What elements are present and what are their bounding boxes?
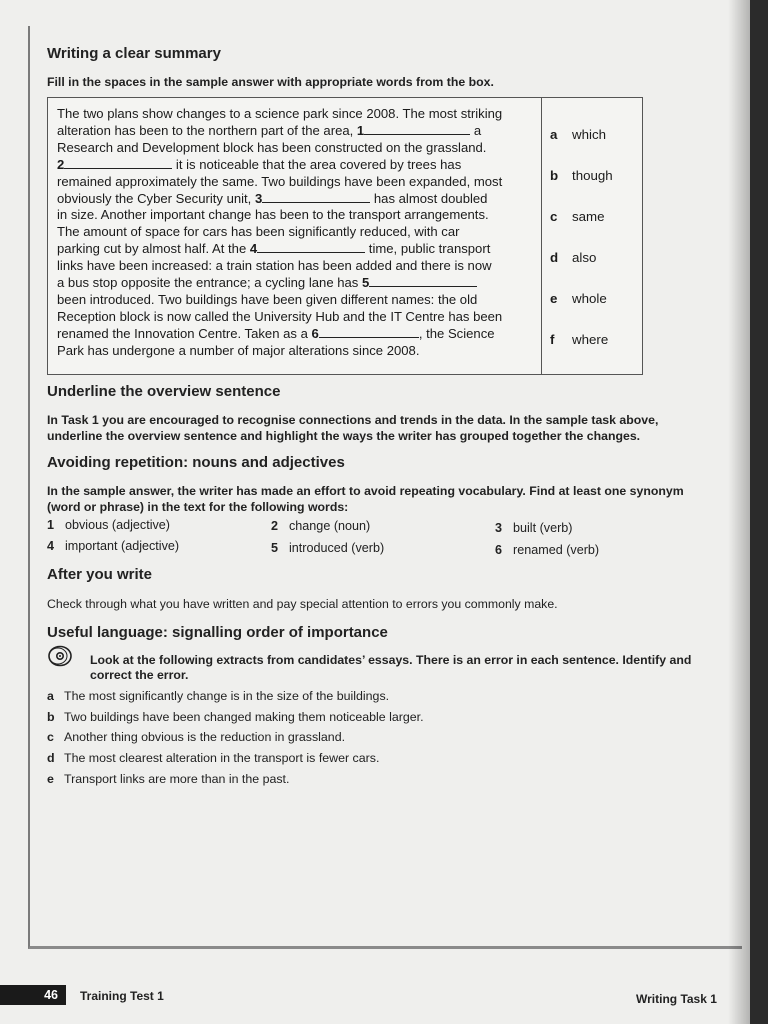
passage-line: parking cut by almost half. At the 4 time, public transport: [57, 241, 491, 257]
passage-line: links have been increased: a train station has been added and there is now: [57, 258, 492, 274]
passage-line: Research and Development block has been constructed on the grassland.: [57, 139, 487, 155]
overview-text-line1: In Task 1 you are encouraged to recognise connections and trends in the data. In the sample task above,: [47, 413, 659, 427]
error-sentence-e: e Transport links are more than in the past.: [47, 772, 290, 786]
answer-blank[interactable]: [364, 123, 470, 135]
word-option-b: b though: [550, 168, 613, 183]
passage-line: been introduced. Two buildings have been given different names: the old: [57, 291, 478, 307]
instruction-fill-spaces: Fill in the spaces in the sample answer with appropriate words from the box.: [47, 75, 494, 89]
synonym-word-6: 6 renamed (verb): [495, 543, 600, 557]
blank-number-5: 5: [362, 275, 370, 291]
heading-underline-overview: Underline the overview sentence: [47, 383, 281, 400]
sample-answer-passage: [57, 106, 537, 360]
synonym-word-2: 2 change (noun): [271, 519, 371, 533]
passage-line: alteration has been to the northern part of the area, 1 a: [57, 122, 482, 138]
blank-number-3: 3: [254, 190, 263, 206]
passage-line: renamed the Innovation Centre. Taken as a 6 , the Science: [57, 325, 495, 341]
blank-number-6: 6: [311, 325, 319, 341]
answer-blank[interactable]: [319, 326, 419, 338]
passage-line: obviously the Cyber Security unit, 3 has almost doubled: [57, 190, 488, 206]
repetition-text-line2: (word or phrase) in the text for the following words:: [47, 500, 349, 514]
heading-useful-language: Useful language: signalling order of importance: [47, 624, 388, 641]
error-sentence-a: a The most significantly change is in the size of the buildings.: [47, 689, 390, 703]
error-sentence-d: d The most clearest alteration in the transport is fewer cars.: [47, 751, 380, 765]
passage-line: The amount of space for cars has been significantly reduced, with car: [57, 224, 460, 240]
overview-text-line2: underline the overview sentence and highlight the ways the writer has grouped together the changes.: [47, 429, 641, 443]
answer-blank[interactable]: [64, 157, 172, 169]
word-box: [541, 98, 642, 374]
error-sentence-c: c Another thing obvious is the reduction in grassland.: [47, 730, 346, 744]
synonym-word-1: 1 obvious (adjective): [47, 518, 170, 532]
sample-answer-box: [47, 97, 643, 375]
audio-cd-icon: [46, 645, 72, 667]
passage-line: Park has undergone a number of major alterations since 2008.: [57, 342, 420, 358]
passage-line: remained approximately the same. Two buildings have been expanded, most: [57, 173, 503, 189]
word-option-a: a which: [550, 127, 606, 142]
heading-after-you-write: After you write: [47, 566, 153, 583]
heading-writing-clear-summary: Writing a clear summary: [47, 45, 221, 62]
repetition-text-line1: In the sample answer, the writer has made an effort to avoid repeating vocabulary. Find at least one synonym: [47, 484, 684, 498]
answer-blank[interactable]: [369, 275, 477, 287]
instruction-identify-error-line1: Look at the following extracts from candidates’ essays. There is an error in each sentence. Identify and: [90, 653, 692, 667]
blank-number-1: 1: [356, 122, 365, 138]
footer-writing-task: Writing Task 1: [636, 992, 717, 1006]
synonym-word-5: 5 introduced (verb): [271, 541, 385, 555]
after-you-write-text: Check through what you have written and pay special attention to errors you commonly make.: [47, 597, 558, 611]
synonym-word-4: 4 important (adjective): [47, 539, 180, 553]
blank-number-2: 2: [57, 156, 65, 172]
synonym-word-3: 3 built (verb): [495, 521, 573, 535]
word-option-f: f where: [550, 332, 609, 347]
blank-number-4: 4: [249, 241, 258, 257]
instruction-identify-error-line2: correct the error.: [90, 668, 189, 682]
error-sentence-b: b Two buildings have been changed making them noticeable larger.: [47, 710, 424, 724]
word-option-e: e whole: [550, 291, 607, 306]
page-number: 46: [0, 985, 66, 1005]
passage-line: a bus stop opposite the entrance; a cycling lane has 5: [57, 275, 537, 292]
passage-line: Reception block is now called the University Hub and the IT Centre has been: [57, 308, 503, 324]
passage-line: 2 it is noticeable that the area covered by trees has: [57, 156, 462, 172]
answer-blank[interactable]: [262, 191, 370, 203]
word-option-c: c same: [550, 209, 605, 224]
footer-training-test: Training Test 1: [80, 989, 164, 1003]
heading-avoiding-repetition: Avoiding repetition: nouns and adjectives: [47, 454, 345, 471]
passage-line: in size. Another important change has been to the transport arrangements.: [57, 207, 489, 223]
answer-blank[interactable]: [257, 241, 365, 253]
passage-line: The two plans show changes to a science park since 2008. The most striking: [57, 106, 503, 121]
word-option-d: d also: [550, 250, 597, 265]
